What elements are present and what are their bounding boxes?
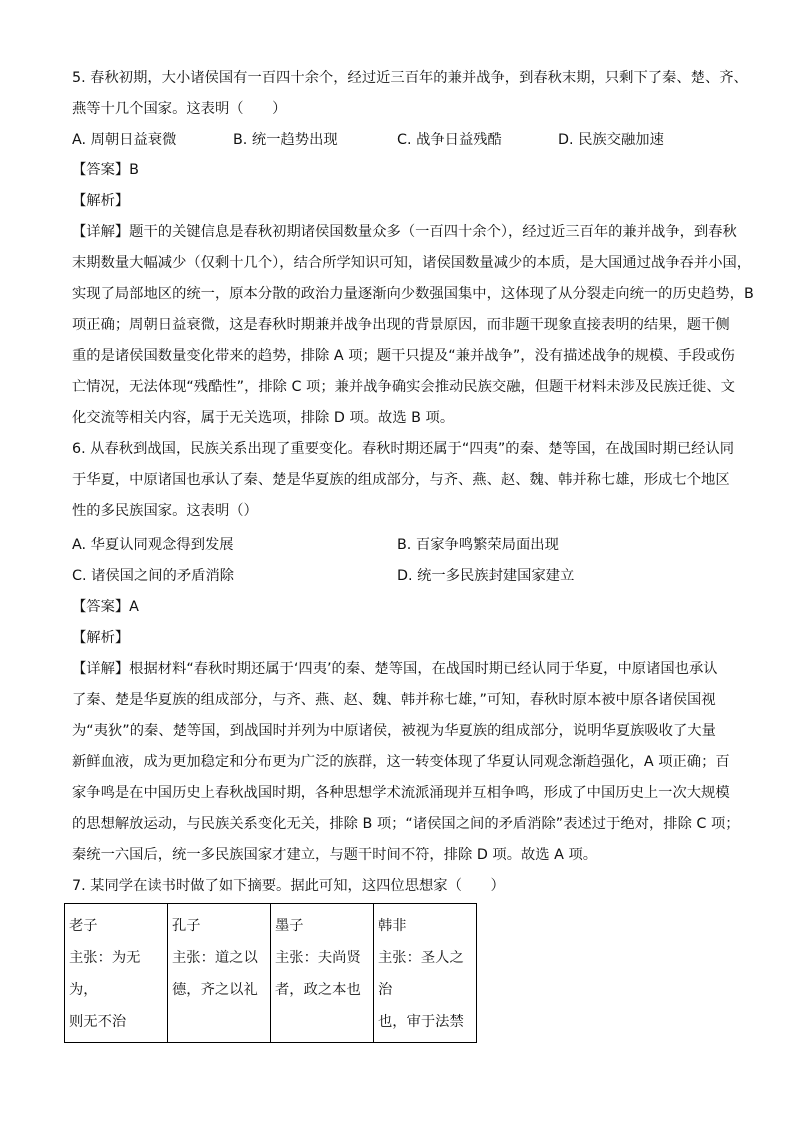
q6-stem-line-2: 于华夏，中原诸国也承认了秦、楚是华夏族的组成部分，与齐、燕、赵、魏、韩并称七雄，形成七个地区 — [72, 472, 730, 488]
q5-option-d: D. 民族交融加速 — [558, 132, 664, 148]
table-cell — [374, 904, 477, 1043]
q5-detail-line: 亡情况，无法体现“残酷性”，排除 C 项；兼并战争确实会推动民族交融，但题干材料未涉及民族迁徙、文 — [72, 379, 735, 395]
q6-option-b: B. 百家争鸣繁荣局面出现 — [397, 537, 559, 553]
thinker-name: 韩非 — [378, 918, 407, 934]
q7-stem: 7. 某同学在读书时做了如下摘要。据此可知，这四位思想家（ ） — [72, 878, 505, 894]
q6-option-c: C. 诸侯国之间的矛盾消除 — [72, 568, 235, 584]
table-row — [65, 904, 477, 1043]
thinker-claim: 主张：夫尚贤 — [275, 950, 361, 966]
q6-stem-line-3: 性的多民族国家。这表明（） — [72, 503, 258, 519]
q6-detail-line: 为“夷狄”的秦、楚等国，到战国时并列为中原诸侯，被视为华夏族的组成部分，说明华夏族吸收了大量 — [72, 723, 716, 739]
thinker-claim: 德，齐之以礼 — [172, 982, 258, 998]
thinker-claim: 主张：为无为， — [69, 950, 141, 998]
q5-stem-line-1: 5. 春秋初期，大小诸侯国有一百四十余个，经过近三百年的兼并战争，到春秋末期，只剩下了秦、楚、齐、 — [72, 70, 748, 86]
q5-option-b: B. 统一趋势出现 — [233, 132, 338, 148]
thinkers-table — [64, 903, 477, 1043]
q5-detail-line: 实现了局部地区的统一，原本分散的政治力量逐渐向少数强国集中，这体现了从分裂走向统一的历史趋势，B — [72, 286, 754, 302]
q5-detail-line: 重的是诸侯国数量变化带来的趋势，排除 A 项；题干只提及“兼并战争”，没有描述战争的规模、手段或伤 — [72, 348, 735, 364]
q6-answer: 【答案】A — [72, 599, 139, 615]
thinker-name: 墨子 — [275, 918, 304, 934]
q5-detail-line: 项正确；周朝日益衰微，这是春秋时期兼并战争出现的背景原因，而非题干现象直接表明的结果，题干侧 — [72, 317, 730, 333]
q6-option-a: A. 华夏认同观念得到发展 — [72, 537, 234, 553]
q6-detail-line: 了秦、楚是华夏族的组成部分，与齐、燕、赵、魏、韩并称七雄，”可知，春秋时原本被中原各诸侯国视 — [72, 692, 716, 708]
thinker-name: 老子 — [69, 918, 98, 934]
table-cell — [65, 904, 168, 1043]
q5-detail-line: 化交流等相关内容，属于无关选项，排除 D 项。故选 B 项。 — [72, 410, 455, 426]
thinker-claim: 也，审于法禁 — [378, 1014, 464, 1030]
q5-detail-line: 【详解】题干的关键信息是春秋初期诸侯国数量众多（一百四十余个），经过近三百年的兼并战争，到春秋 — [72, 224, 737, 240]
q6-detail-line: 【详解】根据材料“春秋时期还属于‘四夷’的秦、楚等国，在战国时期已经认同于华夏，中原诸国也承认 — [72, 661, 718, 677]
q6-stem-line-1: 6. 从春秋到战国，民族关系出现了重要变化。春秋时期还属于“四夷”的秦、楚等国，在战国时期已经认同 — [72, 441, 735, 457]
q5-answer: 【答案】B — [72, 162, 139, 178]
q5-option-a: A. 周朝日益衰微 — [72, 132, 177, 148]
thinker-name: 孔子 — [172, 918, 201, 934]
q6-option-d: D. 统一多民族封建国家建立 — [397, 568, 575, 584]
q5-analysis-label: 【解析】 — [72, 193, 130, 209]
thinker-claim: 则无不治 — [69, 1014, 127, 1030]
table-cell — [271, 904, 374, 1043]
q6-detail-line: 秦统一六国后，统一多民族国家才建立，与题干时间不符，排除 D 项。故选 A 项。 — [72, 847, 598, 863]
q6-detail-line: 新鲜血液，成为更加稳定和分布更为广泛的族群，这一转变体现了华夏认同观念渐趋强化，A 项正确；百 — [72, 754, 730, 770]
q6-detail-line: 家争鸣是在中国历史上春秋战国时期，各种思想学术流派涌现并互相争鸣，形成了中国历史上一次大规模 — [72, 785, 730, 801]
thinker-claim: 者，政之本也 — [275, 982, 361, 998]
q5-detail-line: 末期数量大幅减少（仅剩十几个），结合所学知识可知，诸侯国数量减少的本质，是大国通过战争吞并小国， — [72, 255, 752, 271]
table-cell — [168, 904, 271, 1043]
q5-option-c: C. 战争日益残酷 — [397, 132, 502, 148]
q6-detail-line: 的思想解放运动，与民族关系变化无关，排除 B 项；“诸侯国之间的矛盾消除”表述过于绝对，排除 C 项； — [72, 816, 740, 832]
thinker-claim: 主张：道之以 — [172, 950, 258, 966]
q6-analysis-label: 【解析】 — [72, 630, 130, 646]
q5-stem-line-2: 燕等十几个国家。这表明（ ） — [72, 101, 287, 117]
thinker-claim: 主张：圣人之治 — [378, 950, 464, 998]
